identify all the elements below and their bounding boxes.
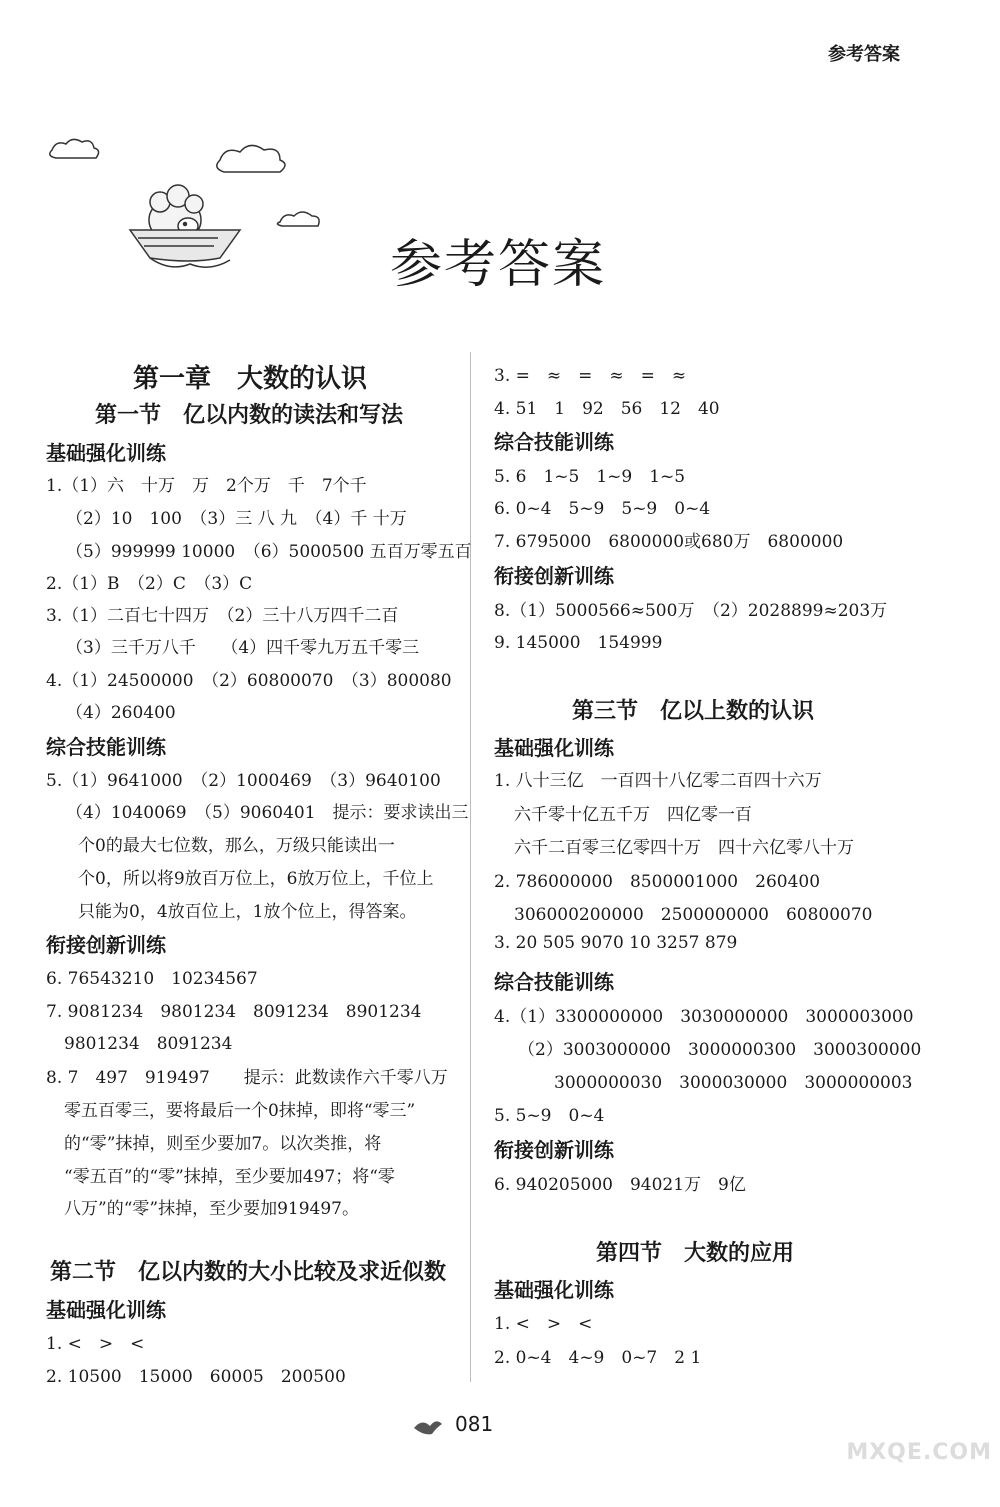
answer-line: 个0，所以将9放百万位上，6放万位上，千位上 [78, 869, 434, 889]
answer-line: 6. 0~4 5~9 5~9 0~4 [494, 499, 711, 519]
answer-line: 只能为0，4放百位上，1放个位上，得答案。 [78, 902, 417, 922]
answer-line: 3. = ≈ = ≈ = ≈ [494, 366, 687, 386]
section-title: 第二节 亿以内数的大小比较及求近似数 [50, 1259, 447, 1285]
chapter-title: 第一章 大数的认识 [133, 364, 368, 394]
answer-line: 1.（1）六 十万 万 2个万 千 7个千 [46, 476, 367, 496]
column-divider [470, 352, 471, 1382]
answer-line: 2. 786000000 8500001000 260400 [494, 872, 821, 892]
section-title: 第三节 亿以上数的认识 [572, 698, 815, 724]
subsection-heading: 衔接创新训练 [494, 1138, 614, 1162]
answer-line: 个0的最大七位数，那么，万级只能读出一 [78, 836, 395, 856]
answer-line: 3. 20 505 9070 10 3257 879 [494, 933, 738, 953]
answer-line: “零五百”的“零”抹掉，至少要加497；将“零 [64, 1167, 395, 1187]
section-title: 第一节 亿以内数的读法和写法 [95, 402, 404, 428]
answer-line: （4）260400 [66, 703, 176, 723]
answer-line: 2. 10500 15000 60005 200500 [46, 1367, 346, 1387]
subsection-heading: 综合技能训练 [494, 430, 614, 454]
answer-line: （4）1040069 （5）9060401 提示：要求读出三 [66, 803, 469, 823]
page-title: 参考答案 [390, 235, 607, 295]
answer-line: 1. < > < [494, 1314, 593, 1334]
answer-line: 2. 0~4 4~9 0~7 2 1 [494, 1348, 702, 1368]
answer-line: 4. 51 1 92 56 12 40 [494, 399, 720, 419]
subsection-heading: 衔接创新训练 [494, 564, 614, 588]
answer-line: 9. 145000 154999 [494, 633, 663, 653]
subsection-heading: 基础强化训练 [494, 736, 614, 760]
answer-line: （3）三千万八千 （4）四千零九万五千零三 [66, 638, 420, 658]
answer-line: 六千二百零三亿零四十万 四十六亿零八十万 [514, 838, 854, 858]
cloud-icon [217, 145, 285, 172]
answer-line: 5. 5~9 0~4 [494, 1106, 605, 1126]
subsection-heading: 衔接创新训练 [46, 933, 166, 957]
answer-line: 4.（1）3300000000 3030000000 3000003000 [494, 1007, 914, 1027]
answer-line: 5. 6 1~5 1~9 1~5 [494, 467, 686, 487]
answer-line: 8.（1）5000566≈500万 （2）2028899≈203万 [494, 601, 888, 621]
answer-line: 8. 7 497 919497 提示：此数读作六千零八万 [46, 1068, 448, 1088]
subsection-heading: 基础强化训练 [494, 1278, 614, 1302]
answer-line: 7. 9081234 9801234 8091234 8901234 [46, 1002, 422, 1022]
subsection-heading: 综合技能训练 [46, 735, 166, 759]
answer-line: 5.（1）9641000 （2）1000469 （3）9640100 [46, 771, 441, 791]
page-number: 081 [455, 1412, 494, 1436]
answer-line: 3.（1）二百七十四万 （2）三十八万四千二百 [46, 606, 399, 626]
answer-line: （5）999999 10000 （6）5000500 五百万零五百 [66, 542, 472, 562]
answer-line: 六千零十亿五千万 四亿零一百 [514, 805, 752, 825]
answer-line: 1. < > < [46, 1334, 145, 1354]
cloud-icon [277, 212, 319, 226]
carpet-icon [130, 230, 240, 267]
cloud-icon [50, 139, 99, 158]
answer-line: 4.（1）24500000 （2）60800070 （3）800080 [46, 671, 452, 691]
answer-line: 306000200000 2500000000 60800070 [514, 905, 873, 925]
answer-line: 八万”的“零”抹掉，至少要加919497。 [64, 1199, 359, 1219]
answer-line: 2.（1）B （2）C （3）C [46, 574, 253, 594]
answer-line: 6. 76543210 10234567 [46, 969, 258, 989]
answer-line: 1. 八十三亿 一百四十八亿零二百四十六万 [494, 771, 822, 791]
answer-line: （2）10 100 （3）三 八 九 （4）千 十万 [66, 509, 407, 529]
answer-line: 3000000030 3000030000 3000000003 [554, 1073, 913, 1093]
sheep-illustration [40, 130, 360, 310]
answer-line: （2）3003000000 3000000300 3000300000 [518, 1040, 922, 1060]
subsection-heading: 基础强化训练 [46, 441, 166, 465]
answer-line: 9801234 8091234 [64, 1034, 233, 1054]
section-title: 第四节 大数的应用 [596, 1240, 795, 1266]
running-header: 参考答案 [828, 44, 900, 65]
answer-line: 6. 940205000 94021万 9亿 [494, 1175, 746, 1195]
subsection-heading: 综合技能训练 [494, 970, 614, 994]
watermark: MXQE.COM [846, 1440, 992, 1465]
subsection-heading: 基础强化训练 [46, 1298, 166, 1322]
answer-line: 的“零”抹掉，则至少要加7。以次类推，将 [64, 1134, 382, 1154]
footer-bird-icon [410, 1414, 446, 1438]
answer-line: 零五百零三，要将最后一个0抹掉，即将“零三” [64, 1101, 416, 1121]
answer-line: 7. 6795000 6800000或680万 6800000 [494, 532, 844, 552]
